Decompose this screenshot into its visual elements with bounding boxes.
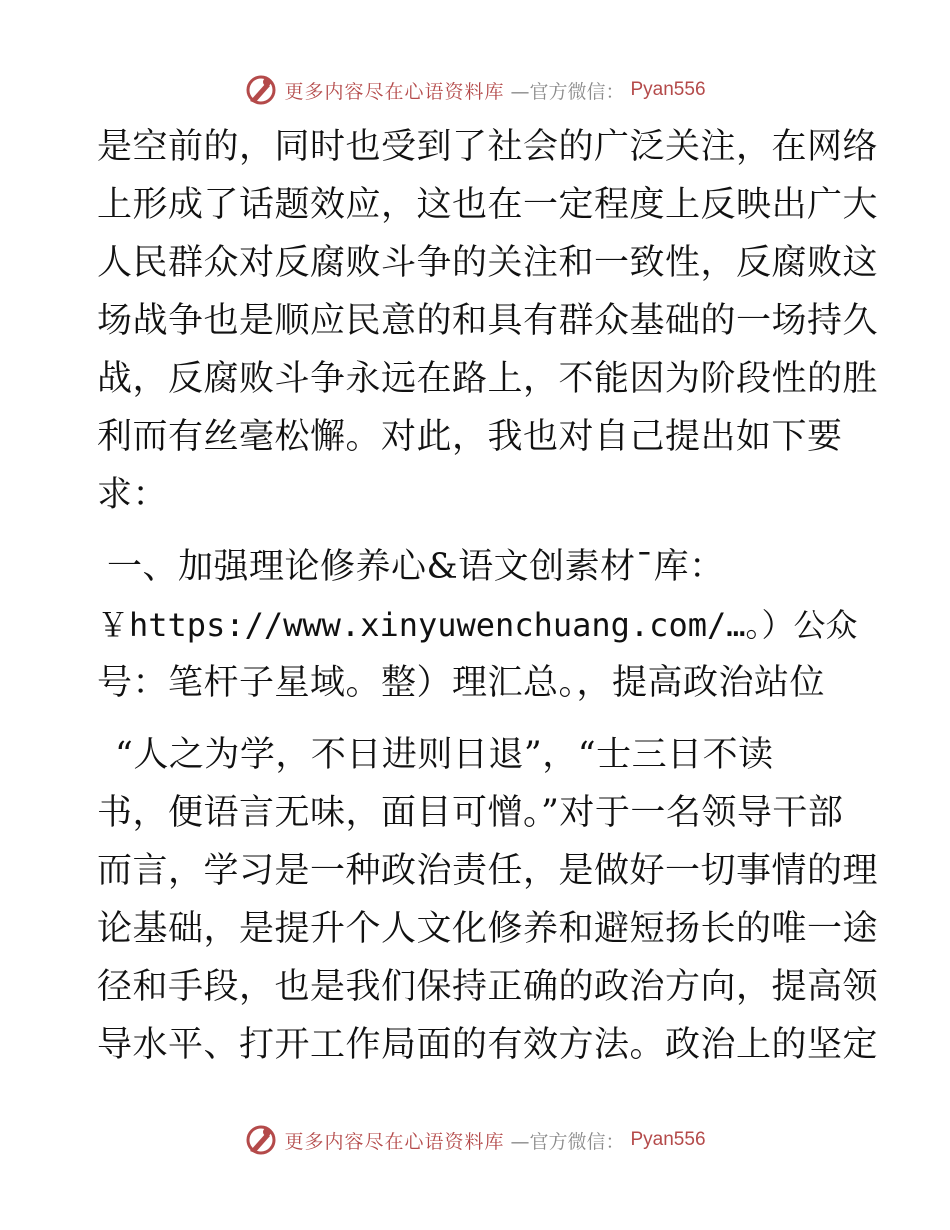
text-line: 场战争也是顺应民意的和具有群众基础的一场持久 [97, 301, 879, 341]
heading-line: 一、加强理论修养心&语文创素材¯库： [107, 547, 725, 587]
section-heading [97, 538, 857, 712]
banner-separator: —官方微信： [510, 80, 625, 103]
paragraph-2 [97, 726, 879, 1074]
pen-logo-icon [244, 73, 278, 107]
text-line: 战，反腐败斗争永远在路上，不能因为阶段性的胜 [97, 359, 879, 399]
text-line: 人民群众对反腐败斗争的关注和一致性，反腐败这 [97, 243, 879, 283]
document-body [97, 118, 879, 1074]
header-banner [0, 70, 950, 110]
banner-wechat-id: Pyan556 [630, 1129, 706, 1150]
heading-url-line [97, 596, 857, 654]
text-line: 导水平、打开工作局面的有效方法。政治上的坚定 [97, 1025, 879, 1065]
text-line: “人之为学，不日进则日退”，“士三日不读 [115, 735, 774, 775]
banner-text: 更多内容尽在心语资料库 [284, 80, 505, 103]
paragraph-1 [97, 118, 879, 524]
heading-url-text: ￥https://www.xinyuwenchuang.com/…。）公众 [97, 606, 858, 644]
text-line: 求： [97, 475, 169, 515]
text-line: 书，便语言无味，面目可憎。”对于一名领导干部 [97, 793, 844, 833]
banner-wechat-id: Pyan556 [630, 79, 706, 100]
heading-line: 号：笔杆子星域。整）理汇总。，提高政治站位 [97, 663, 826, 703]
banner-separator: —官方微信： [510, 1130, 625, 1153]
text-line: 是空前的，同时也受到了社会的广泛关注，在网络 [97, 127, 879, 167]
text-line: 论基础，是提升个人文化修养和避短扬长的唯一途 [97, 909, 879, 949]
text-line: 利而有丝毫松懈。对此，我也对自己提出如下要 [97, 417, 843, 457]
pen-logo-icon [244, 1123, 278, 1157]
text-line: 上形成了话题效应，这也在一定程度上反映出广大 [97, 185, 879, 225]
text-line: 而言，学习是一种政治责任，是做好一切事情的理 [97, 851, 879, 891]
footer-banner [0, 1120, 950, 1160]
banner-text: 更多内容尽在心语资料库 [284, 1130, 505, 1153]
text-line: 径和手段，也是我们保持正确的政治方向，提高领 [97, 967, 879, 1007]
